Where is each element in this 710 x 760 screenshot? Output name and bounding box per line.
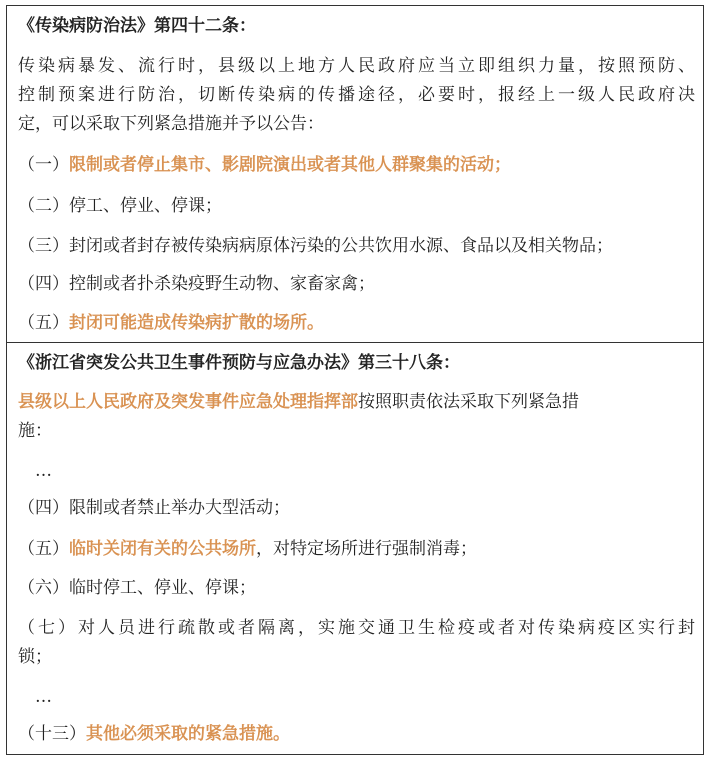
intro-text: 按照职责依法采取下列紧急措 — [358, 392, 579, 412]
item-highlight: 封闭可能造成传染病扩散的场所。 — [69, 313, 324, 333]
item-text: 停工、停业、停课； — [69, 196, 222, 216]
item-prefix: （五） — [18, 313, 69, 333]
ellipsis-1: … — [35, 461, 55, 481]
section2-item-4 — [18, 497, 695, 519]
section2-item-6 — [18, 577, 695, 599]
section-infectious-disease-law — [7, 6, 703, 342]
item-prefix: （六） — [18, 578, 69, 598]
section-zhejiang-emergency-measures — [7, 342, 703, 754]
section1-item-1 — [18, 154, 695, 176]
section1-title: 《传染病防治法》第四十二条： — [18, 16, 256, 36]
item-prefix: （五） — [18, 539, 69, 559]
ellipsis-2: … — [35, 687, 55, 707]
item-prefix: （一） — [18, 155, 69, 175]
item-prefix: （四） — [18, 274, 69, 294]
item-prefix: （二） — [18, 196, 69, 216]
item-prefix: （三） — [18, 236, 69, 256]
section1-intro-line-2: 控制预案进行防治，切断传染病的传播途径，必要时，报经上一级人民政府决 — [18, 85, 695, 105]
legal-excerpt-table — [6, 5, 704, 755]
item-highlight: 临时关闭有关的公共场所 — [69, 539, 256, 559]
section2-item-7-line-2: 锁； — [18, 647, 52, 667]
item-prefix: （四） — [18, 498, 69, 518]
item-text: ，对特定场所进行强制消毒； — [256, 539, 477, 559]
item-text: 封闭或者封存被传染病病原体污染的公共饮用水源、食品以及相关物品； — [69, 236, 613, 256]
section2-item-7-line-1 — [18, 617, 695, 639]
section1-item-5 — [18, 312, 695, 334]
item-text: 限制或者禁止举办大型活动； — [69, 498, 290, 518]
section2-item-5 — [18, 538, 695, 560]
section1-item-3 — [18, 235, 695, 257]
intro-highlight: 县级以上人民政府及突发事件应急处理指挥部 — [18, 392, 358, 412]
section2-intro-line-2: 施： — [18, 421, 52, 441]
section2-intro-line-1 — [18, 391, 695, 413]
item-prefix: （十三） — [18, 724, 86, 744]
section1-item-2 — [18, 195, 695, 217]
section1-intro-line-3: 定，可以采取下列紧急措施并予以公告： — [18, 114, 324, 134]
section2-item-13 — [18, 723, 695, 745]
item-text: 对人员进行疏散或者隔离，实施交通卫生检疫或者对传染病疫区实行封 — [78, 618, 695, 638]
item-prefix: （七） — [18, 618, 78, 638]
section2-title: 《浙江省突发公共卫生事件预防与应急办法》第三十八条： — [18, 353, 460, 373]
item-text: 控制或者扑杀染疫野生动物、家畜家禽； — [69, 274, 375, 294]
item-highlight: 其他必须采取的紧急措施。 — [86, 724, 290, 744]
section1-item-4 — [18, 273, 695, 295]
item-highlight: 限制或者停止集市、影剧院演出或者其他人群聚集的活动； — [69, 155, 511, 175]
section1-intro-line-1: 传染病暴发、流行时，县级以上地方人民政府应当立即组织力量，按照预防、 — [18, 56, 695, 76]
item-text: 临时停工、停业、停课； — [69, 578, 256, 598]
